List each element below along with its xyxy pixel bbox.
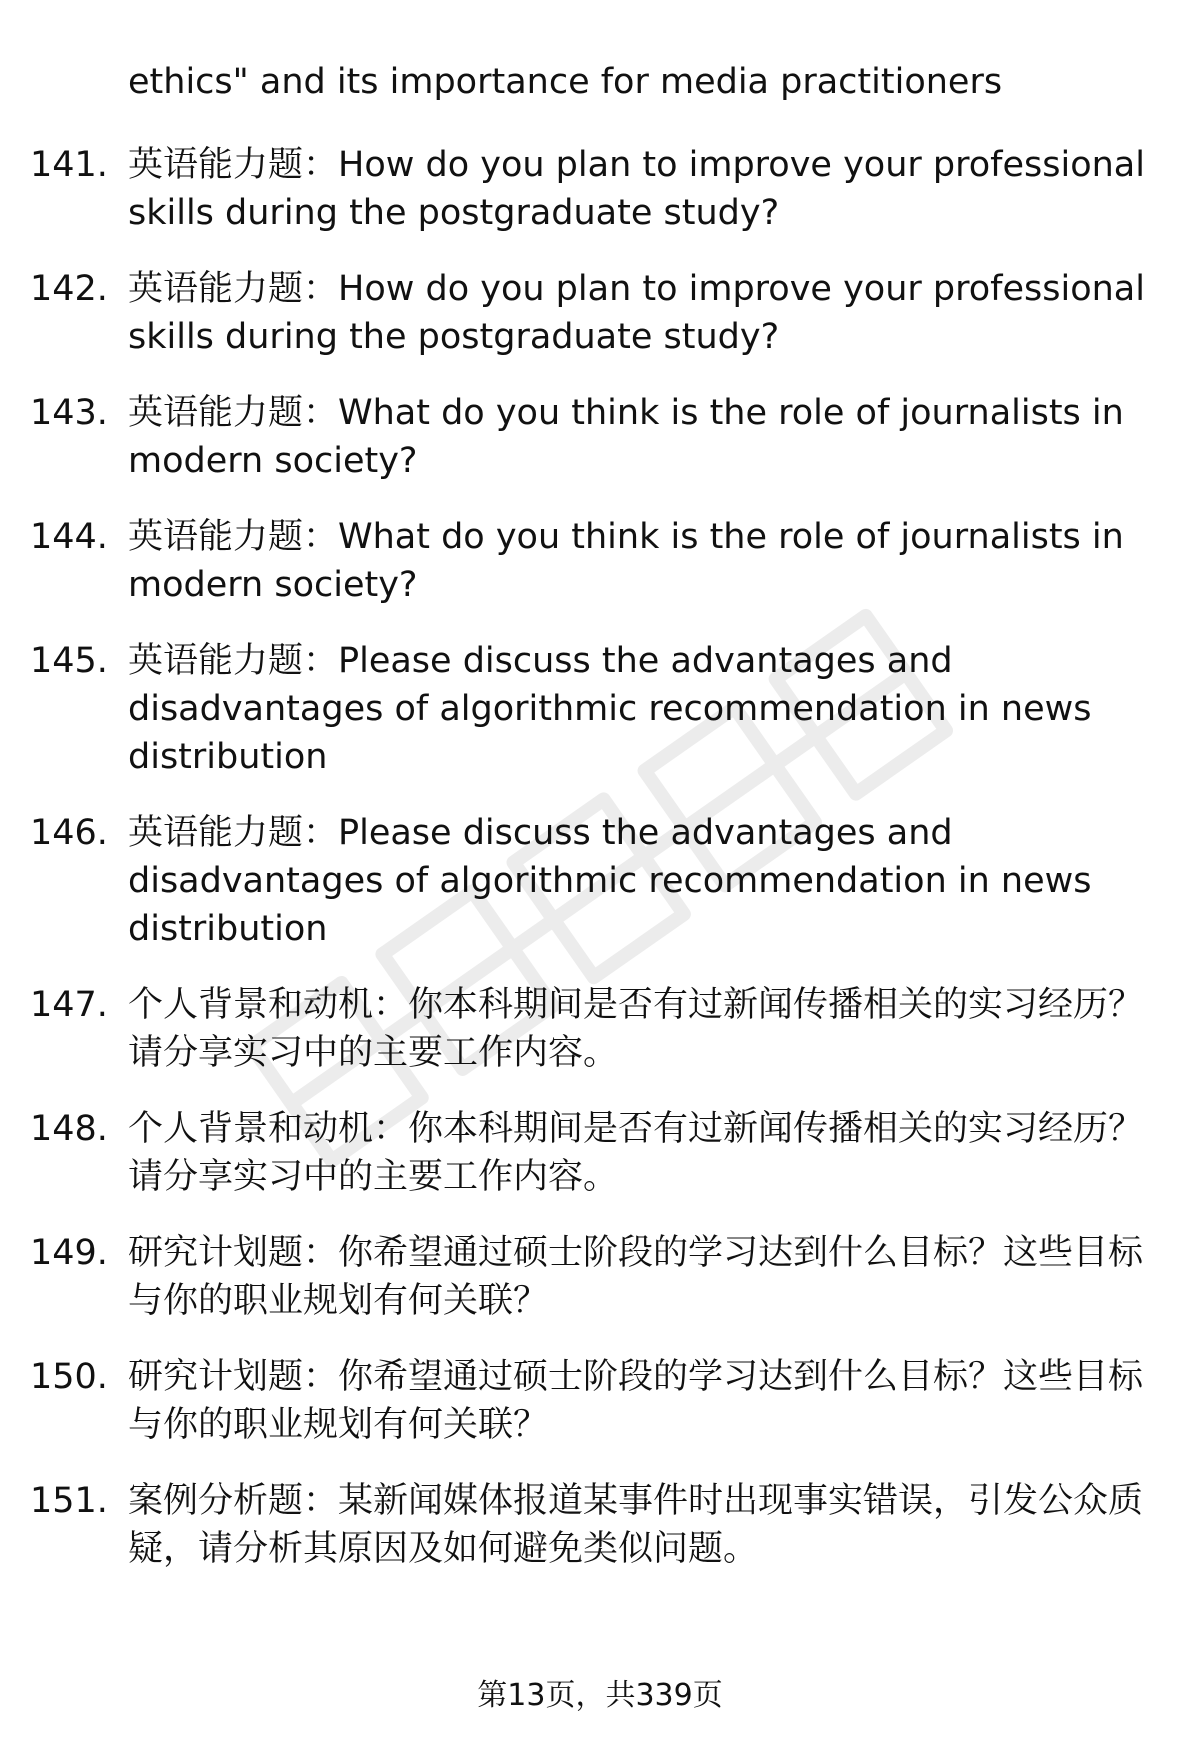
question-number: 145.	[30, 641, 108, 681]
question-item	[0, 141, 1148, 237]
question-item	[0, 1105, 1148, 1201]
question-item	[0, 389, 1148, 485]
question-item	[0, 637, 1148, 781]
question-text: 研究计划题：你希望通过硕士阶段的学习达到什么目标？这些目标与你的职业规划有何关联？	[128, 1357, 1144, 1445]
question-number: 150.	[30, 1357, 108, 1397]
question-number: 146.	[30, 813, 108, 853]
page-footer: 第13页，共339页	[477, 1678, 723, 1713]
question-number: 143.	[30, 393, 108, 433]
question-item	[0, 1477, 1148, 1573]
question-number: 151.	[30, 1481, 108, 1521]
question-text: 个人背景和动机：你本科期间是否有过新闻传播相关的实习经历？请分享实习中的主要工作内容。	[128, 1109, 1144, 1197]
question-text: 英语能力题：What do you think is the role of journalists in modern society?	[128, 393, 1124, 481]
question-text: 英语能力题：Please discuss the advantages and disadvantages of algorithmic recommendation in news distribution	[128, 641, 1092, 777]
question-item	[0, 981, 1148, 1077]
question-text: 研究计划题：你希望通过硕士阶段的学习达到什么目标？这些目标与你的职业规划有何关联？	[128, 1233, 1144, 1321]
question-text: 个人背景和动机：你本科期间是否有过新闻传播相关的实习经历？请分享实习中的主要工作内容。	[128, 985, 1144, 1073]
question-text: 英语能力题：How do you plan to improve your professional skills during the postgraduate study?	[128, 145, 1145, 233]
question-item	[0, 265, 1148, 361]
question-number: 147.	[30, 985, 108, 1025]
question-number: 148.	[30, 1109, 108, 1149]
question-item	[0, 513, 1148, 609]
question-number: 141.	[30, 145, 108, 185]
question-text: 英语能力题：Please discuss the advantages and disadvantages of algorithmic recommendation in news distribution	[128, 813, 1092, 949]
continuation-text: ethics" and its importance for media practitioners	[128, 62, 1003, 102]
question-list	[0, 141, 1200, 1601]
question-text: 英语能力题：How do you plan to improve your professional skills during the postgraduate study?	[128, 269, 1145, 357]
question-item	[0, 1229, 1148, 1325]
question-number: 144.	[30, 517, 108, 557]
question-text: 案例分析题：某新闻媒体报道某事件时出现事实错误，引发公众质疑，请分析其原因及如何避免类似问题。	[128, 1481, 1144, 1569]
question-item	[0, 1353, 1148, 1449]
question-item	[0, 809, 1148, 953]
question-number: 142.	[30, 269, 108, 309]
question-number: 149.	[30, 1233, 108, 1273]
question-text: 英语能力题：What do you think is the role of journalists in modern society?	[128, 517, 1124, 605]
